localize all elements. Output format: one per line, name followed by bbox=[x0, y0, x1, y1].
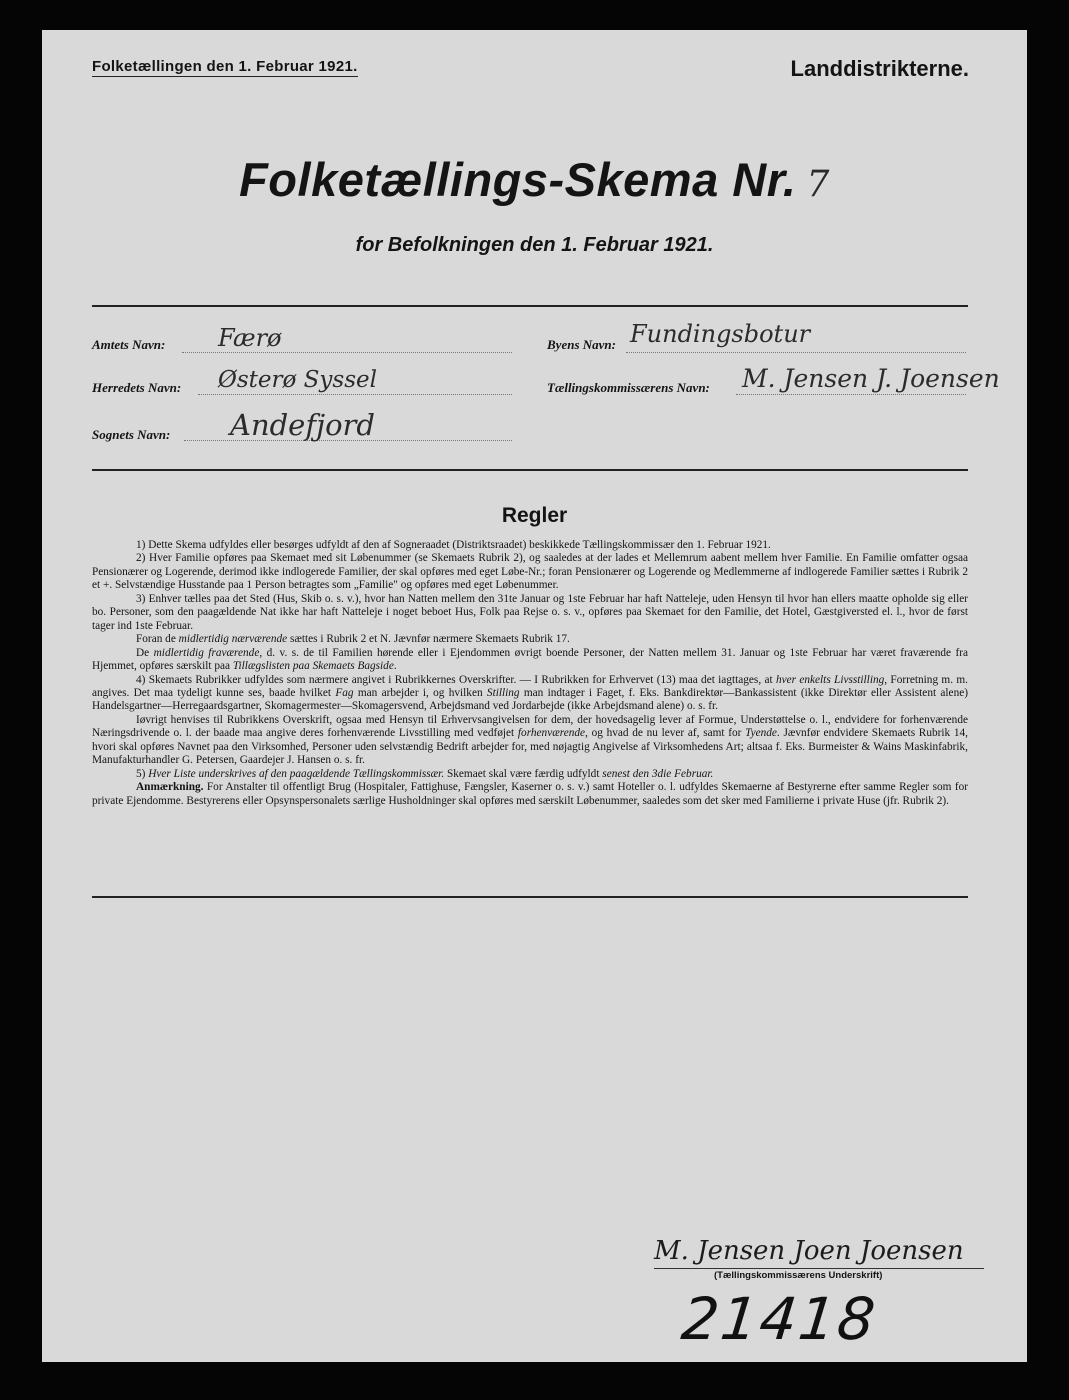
divider-top bbox=[92, 305, 968, 307]
divider-middle bbox=[92, 469, 968, 471]
by-line bbox=[626, 352, 966, 353]
rule-5: 5) Hver Liste underskrives af den paagældende Tællingskommissær. Skemaet skal være færdig udfyldt senest den 3die Februar. bbox=[136, 767, 714, 780]
rules-text bbox=[92, 539, 968, 808]
herred-value-handwritten: Østerø Syssel bbox=[218, 367, 377, 393]
rule-4: 4) Skemaets Rubrikker udfyldes som nærmere angivet i Rubrikkernes Overskrifter. — I Rubrikken for Erhvervet (13) maa det iagttages, at hver enkelts Livsstilling, Forretning m. m. angives. Det maa tydeligt kunne ses, baade hvilket Fag man arbejder i, og hvilken Stilling man indtager i Faget, f. Eks. Bankdirektør—Bankassistent (ikke Direktør eller Assistent alene) Handelsgartner—Herregaardsgartner, Skomagermester—Skomagersvend, Arbejdsmand ved Jordarbejde (ikke Arbejdsmand alene) o. s. fr. bbox=[92, 673, 968, 713]
sogn-value-handwritten: Andefjord bbox=[230, 408, 375, 442]
herred-line bbox=[198, 394, 512, 395]
sogn-label: Sognets Navn: bbox=[92, 427, 171, 442]
rule-2: 2) Hver Familie opføres paa Skemaet med sit Løbenummer (se Skemaets Rubrik 2), og saaledes at der lades et Mellemrum aabent mellem hver Familie. En Familie omfatter ogsaa Pensionærer og Logerende, derimod ikke indlogerede Familier, der skal opføres med eget Løbe-Nr.; foran Pensionærer og Logerende og Medlemmerne af indlogerede Familier sættes i Rubrik 2 et +. Selvstændige Husstande paa 1 Person betragtes som „Familie" og opføres med eget Løbenummer. bbox=[92, 552, 968, 592]
herred-label: Herredets Navn: bbox=[92, 380, 182, 395]
by-value-handwritten: Fundingsbotur bbox=[630, 320, 811, 348]
rule-3-present: Foran de midlertidig nærværende sættes i Rubrik 2 et N. Jævnfør nærmere Skemaets Rubrik 17. bbox=[136, 633, 570, 646]
form-subtitle: for Befolkningen den 1. Februar 1921. bbox=[355, 234, 714, 256]
amt-label: Amtets Navn: bbox=[92, 337, 166, 352]
divider-bottom bbox=[92, 896, 968, 898]
kommissaer-value-handwritten: M. Jensen J. Joensen bbox=[742, 364, 1000, 393]
census-date-header: Folketællingen den 1. Februar 1921. bbox=[92, 58, 358, 75]
rules-heading: Regler bbox=[501, 504, 568, 527]
census-form-page bbox=[42, 30, 1027, 1362]
kommissaer-line bbox=[736, 394, 966, 395]
form-title bbox=[42, 152, 1027, 207]
signature-handwritten: M. Jensen Joen Joensen bbox=[654, 1236, 964, 1266]
rule-3: 3) Enhver tælles paa det Sted (Hus, Skib o. s. v.), hvor han Natten mellem den 31te Januar og 1ste Februar har haft Natteleje, uden Hensyn til hvor han ellers maatte opholde sig eller bo. Personer, som den paagældende Nat ikke har haft Natteleje i noget beboet Hus, Folk paa Rejse o. s. v., opføres paa Skemaet for den Familie, det Hotel, Gæstgiversted el. l., hvor de først tager ind 1ste Februar. bbox=[92, 592, 968, 632]
amt-line bbox=[182, 352, 512, 353]
signature-caption: (Tællingskommissærens Underskrift) bbox=[714, 1270, 883, 1281]
form-number-handwritten: 7 bbox=[806, 164, 830, 205]
signature-line bbox=[654, 1268, 984, 1269]
kommissaer-label: Tællingskommissærens Navn: bbox=[547, 380, 710, 395]
by-label: Byens Navn: bbox=[547, 337, 616, 352]
rule-1: 1) Dette Skema udfyldes eller besørges udfyldt af den af Sogneraadet (Distriktsraadet) beskikkede Tællingskommissær den 1. Februar 1921. bbox=[136, 539, 771, 551]
remark: Anmærkning. For Anstalter til offentligt Brug (Hospitaler, Fattighuse, Fængsler, Kaserner o. s. v.) samt Hoteller o. l. udfyldes Skemaerne af Bestyrerne efter samme Regler som for private Ejendomme. Bestyrerens eller Opsynspersonalets særlige Husholdninger skal opføres med særskilt Løbenummer, saaledes som det sker med Familierne i private Huse (jfr. Rubrik 2). bbox=[92, 781, 968, 807]
amt-value-handwritten: Færø bbox=[218, 324, 282, 352]
rule-4-occupation: Iøvrigt henvises til Rubrikkens Overskrift, ogsaa med Hensyn til Erhvervsangivelsen for dem, der hovedsagelig lever af Formue, Understøttelse o. l., endvidere for forhenværende Næringsdrivende o. l. der baade maa angive deres forhenværende Livsstilling med vedføjet forhenværende, og hvad de nu lever af, samt for Tyende. Jævnfør endvidere Skemaets Rubrik 14, hvori skal opføres Navnet paa den Virksomhed, Personer uden selvstændig Bedrift arbejder for, med nøjagtig Angivelse af Virksomhedens Art; altsaa f. Eks. Burmeister & Wains Maskinfabrik, Manufakturhandler G. Petersen, Gaardejer J. Hansen o. s. fr. bbox=[92, 713, 968, 767]
district-type-header: Landdistrikterne. bbox=[790, 56, 969, 81]
rule-3-absent: De midlertidig fraværende, d. v. s. de til Familien hørende eller i Ejendommen øvrigt boende Personer, der Natten mellem 31. Januar og 1ste Februar har været fraværende fra Hjemmet, opføres særskilt paa Tillægslisten paa Skemaets Bagside. bbox=[92, 646, 969, 673]
archive-number-handwritten: 21418 bbox=[678, 1285, 881, 1353]
form-title-text: Folketællings-Skema Nr. bbox=[239, 153, 797, 206]
